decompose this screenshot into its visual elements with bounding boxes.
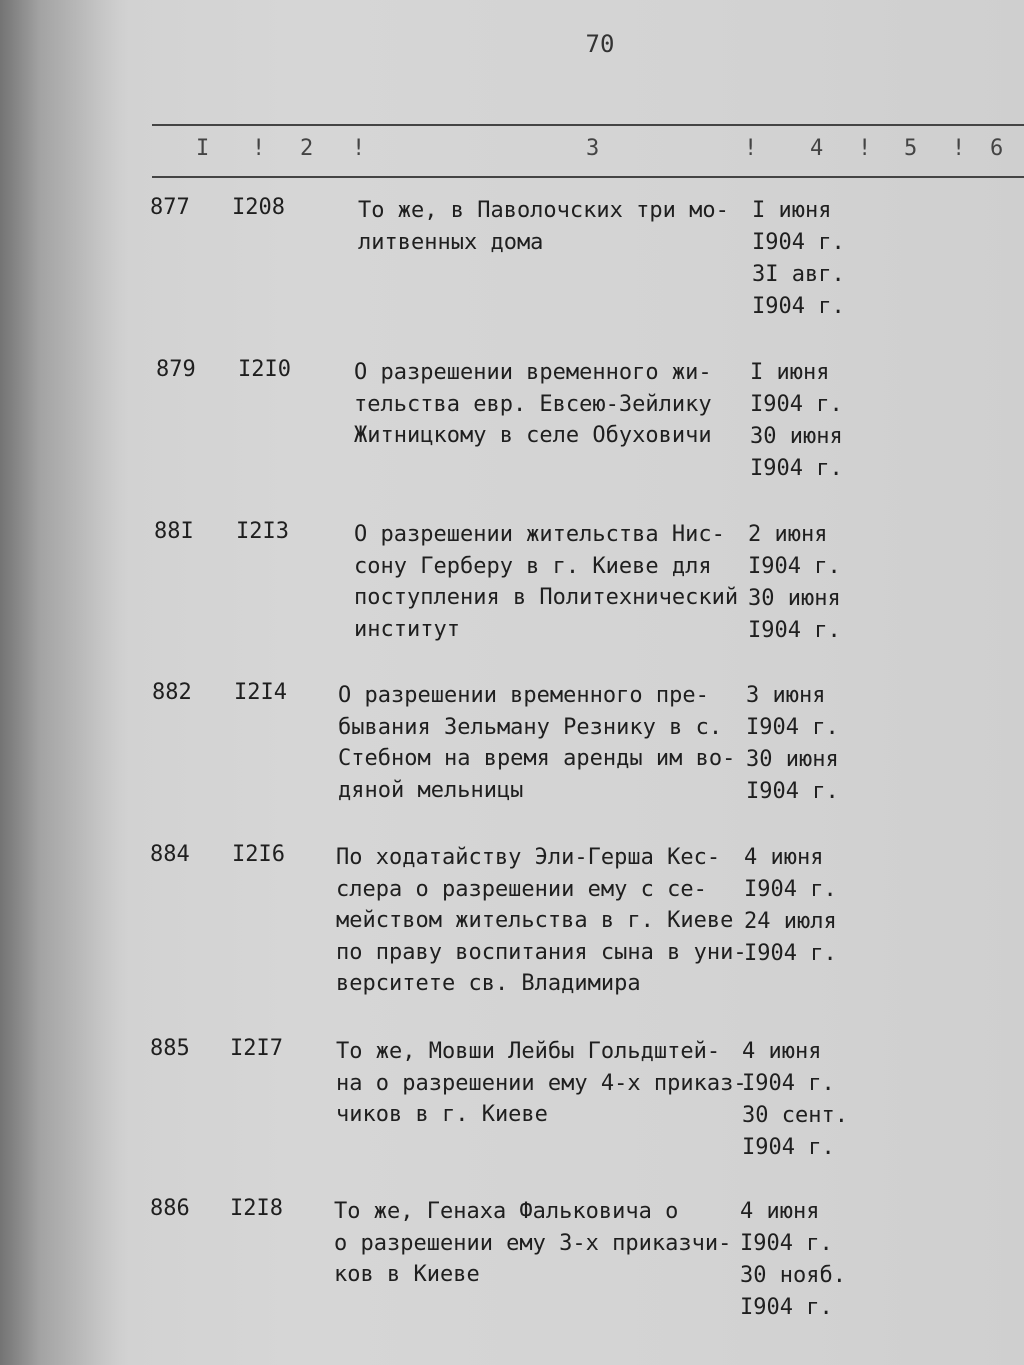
date-line: I904 г. [752, 294, 845, 319]
description-line: тельства евр. Евсею-Зейлику [354, 391, 712, 417]
date-line: I904 г. [748, 554, 841, 579]
column-header-2: 2 [300, 136, 314, 161]
date-line: 30 сент. [742, 1103, 848, 1128]
column-separator: ! [858, 136, 872, 161]
description-line: о разрешении ему 3-х приказчи- [334, 1230, 732, 1256]
date-line: I904 г. [740, 1231, 833, 1256]
entry-dates [750, 357, 860, 485]
description-line: То же, Мовши Лейбы Гольдштей- [336, 1039, 721, 1064]
entry-description [334, 1196, 734, 1291]
entry-dates [746, 680, 856, 808]
file-number: I208 [232, 195, 285, 220]
entry-dates [744, 842, 854, 970]
column-header-6: 6 [990, 136, 1004, 161]
description-line: литвенных дома [358, 229, 544, 255]
description-line: сону Герберу в г. Киеве для [354, 553, 712, 579]
date-line: I904 г. [744, 877, 837, 902]
description-line: То же, в Паволочских три мо- [358, 198, 729, 223]
column-separator: ! [952, 136, 966, 161]
description-line: институт [354, 616, 460, 642]
date-line: 30 июня [746, 747, 839, 772]
entry-number: 884 [150, 842, 190, 867]
entry-number: 877 [150, 195, 190, 220]
date-line: 4 июня [740, 1199, 820, 1224]
date-line: I904 г. [746, 779, 839, 804]
date-line: 24 июля [744, 909, 837, 934]
date-line: I904 г. [752, 230, 845, 255]
entry-number: 879 [156, 357, 196, 382]
column-header-1: I [196, 136, 210, 161]
date-line: I904 г. [746, 715, 839, 740]
date-line: I904 г. [750, 456, 843, 481]
column-header-3: 3 [586, 136, 600, 161]
date-line: I904 г. [742, 1135, 835, 1160]
entry-dates [752, 195, 862, 323]
page-number: 70 [585, 30, 615, 58]
date-line: 3 июня [746, 683, 826, 708]
description-line: чиков в г. Киеве [336, 1102, 548, 1127]
description-line: По ходатайству Эли-Герша Кес- [336, 845, 721, 870]
date-line: 2 июня [748, 522, 828, 547]
date-line: I904 г. [744, 941, 837, 966]
date-line: 4 июня [744, 845, 824, 870]
column-header-4: 4 [810, 136, 824, 161]
date-line: 30 нояб. [740, 1263, 846, 1288]
description-line: Житницкому в селе Обуховичи [354, 423, 712, 448]
description-line: ков в Киеве [334, 1262, 480, 1287]
header-rule-bottom [152, 176, 1024, 178]
entry-description [358, 195, 758, 258]
description-line: Стебном на время аренды им во- [338, 746, 736, 771]
description-line: слера о разрешении ему с се- [336, 876, 707, 902]
file-number: I2I6 [232, 842, 285, 867]
description-line: О разрешении временного жи- [354, 360, 712, 385]
entry-number: 88I [154, 519, 194, 544]
description-line: на о разрешении ему 4-х приказ- [336, 1070, 747, 1096]
date-line: I904 г. [750, 392, 843, 417]
entry-dates [748, 519, 858, 647]
column-header-5: 5 [904, 136, 918, 161]
date-line: 30 июня [748, 586, 841, 611]
description-line: верситете св. Владимира [336, 971, 641, 996]
date-line: 4 июня [742, 1039, 822, 1064]
header-rule-top [152, 124, 1024, 126]
date-line: I июня [750, 360, 830, 385]
entry-description [336, 842, 747, 1000]
entry-number: 882 [152, 680, 192, 705]
book-gutter-shadow [0, 0, 130, 1365]
entry-dates [742, 1036, 852, 1164]
date-line: 30 июня [750, 424, 843, 449]
description-line: О разрешении временного пре- [338, 683, 709, 708]
description-line: по праву воспитания сына в уни- [336, 939, 747, 965]
date-line: I904 г. [742, 1071, 835, 1096]
entry-description [354, 519, 754, 645]
entry-description [336, 1036, 747, 1131]
entry-dates [740, 1196, 850, 1324]
date-line: I904 г. [740, 1295, 833, 1320]
date-line: I июня [752, 198, 832, 223]
file-number: I2I3 [236, 519, 289, 544]
entry-number: 886 [150, 1196, 190, 1221]
description-line: поступления в Политехнический [354, 585, 739, 610]
file-number: I2I7 [230, 1036, 283, 1061]
entry-description [354, 357, 754, 452]
file-number: I2I4 [234, 680, 287, 705]
description-line: То же, Генаха Фальковича о [334, 1199, 679, 1224]
description-line: О разрешении жительства Нис- [354, 522, 725, 547]
column-separator: ! [352, 136, 366, 161]
description-line: мейством жительства в г. Киеве [336, 908, 734, 933]
description-line: дяной мельницы [338, 777, 524, 803]
date-line: 3I авг. [752, 262, 845, 287]
description-line: бывания Зельману Резнику в с. [338, 714, 723, 740]
column-separator: ! [252, 136, 266, 161]
file-number: I2I0 [238, 357, 291, 382]
column-separator: ! [744, 136, 758, 161]
entry-description [338, 680, 738, 806]
date-line: I904 г. [748, 618, 841, 643]
file-number: I2I8 [230, 1196, 283, 1221]
entry-number: 885 [150, 1036, 190, 1061]
